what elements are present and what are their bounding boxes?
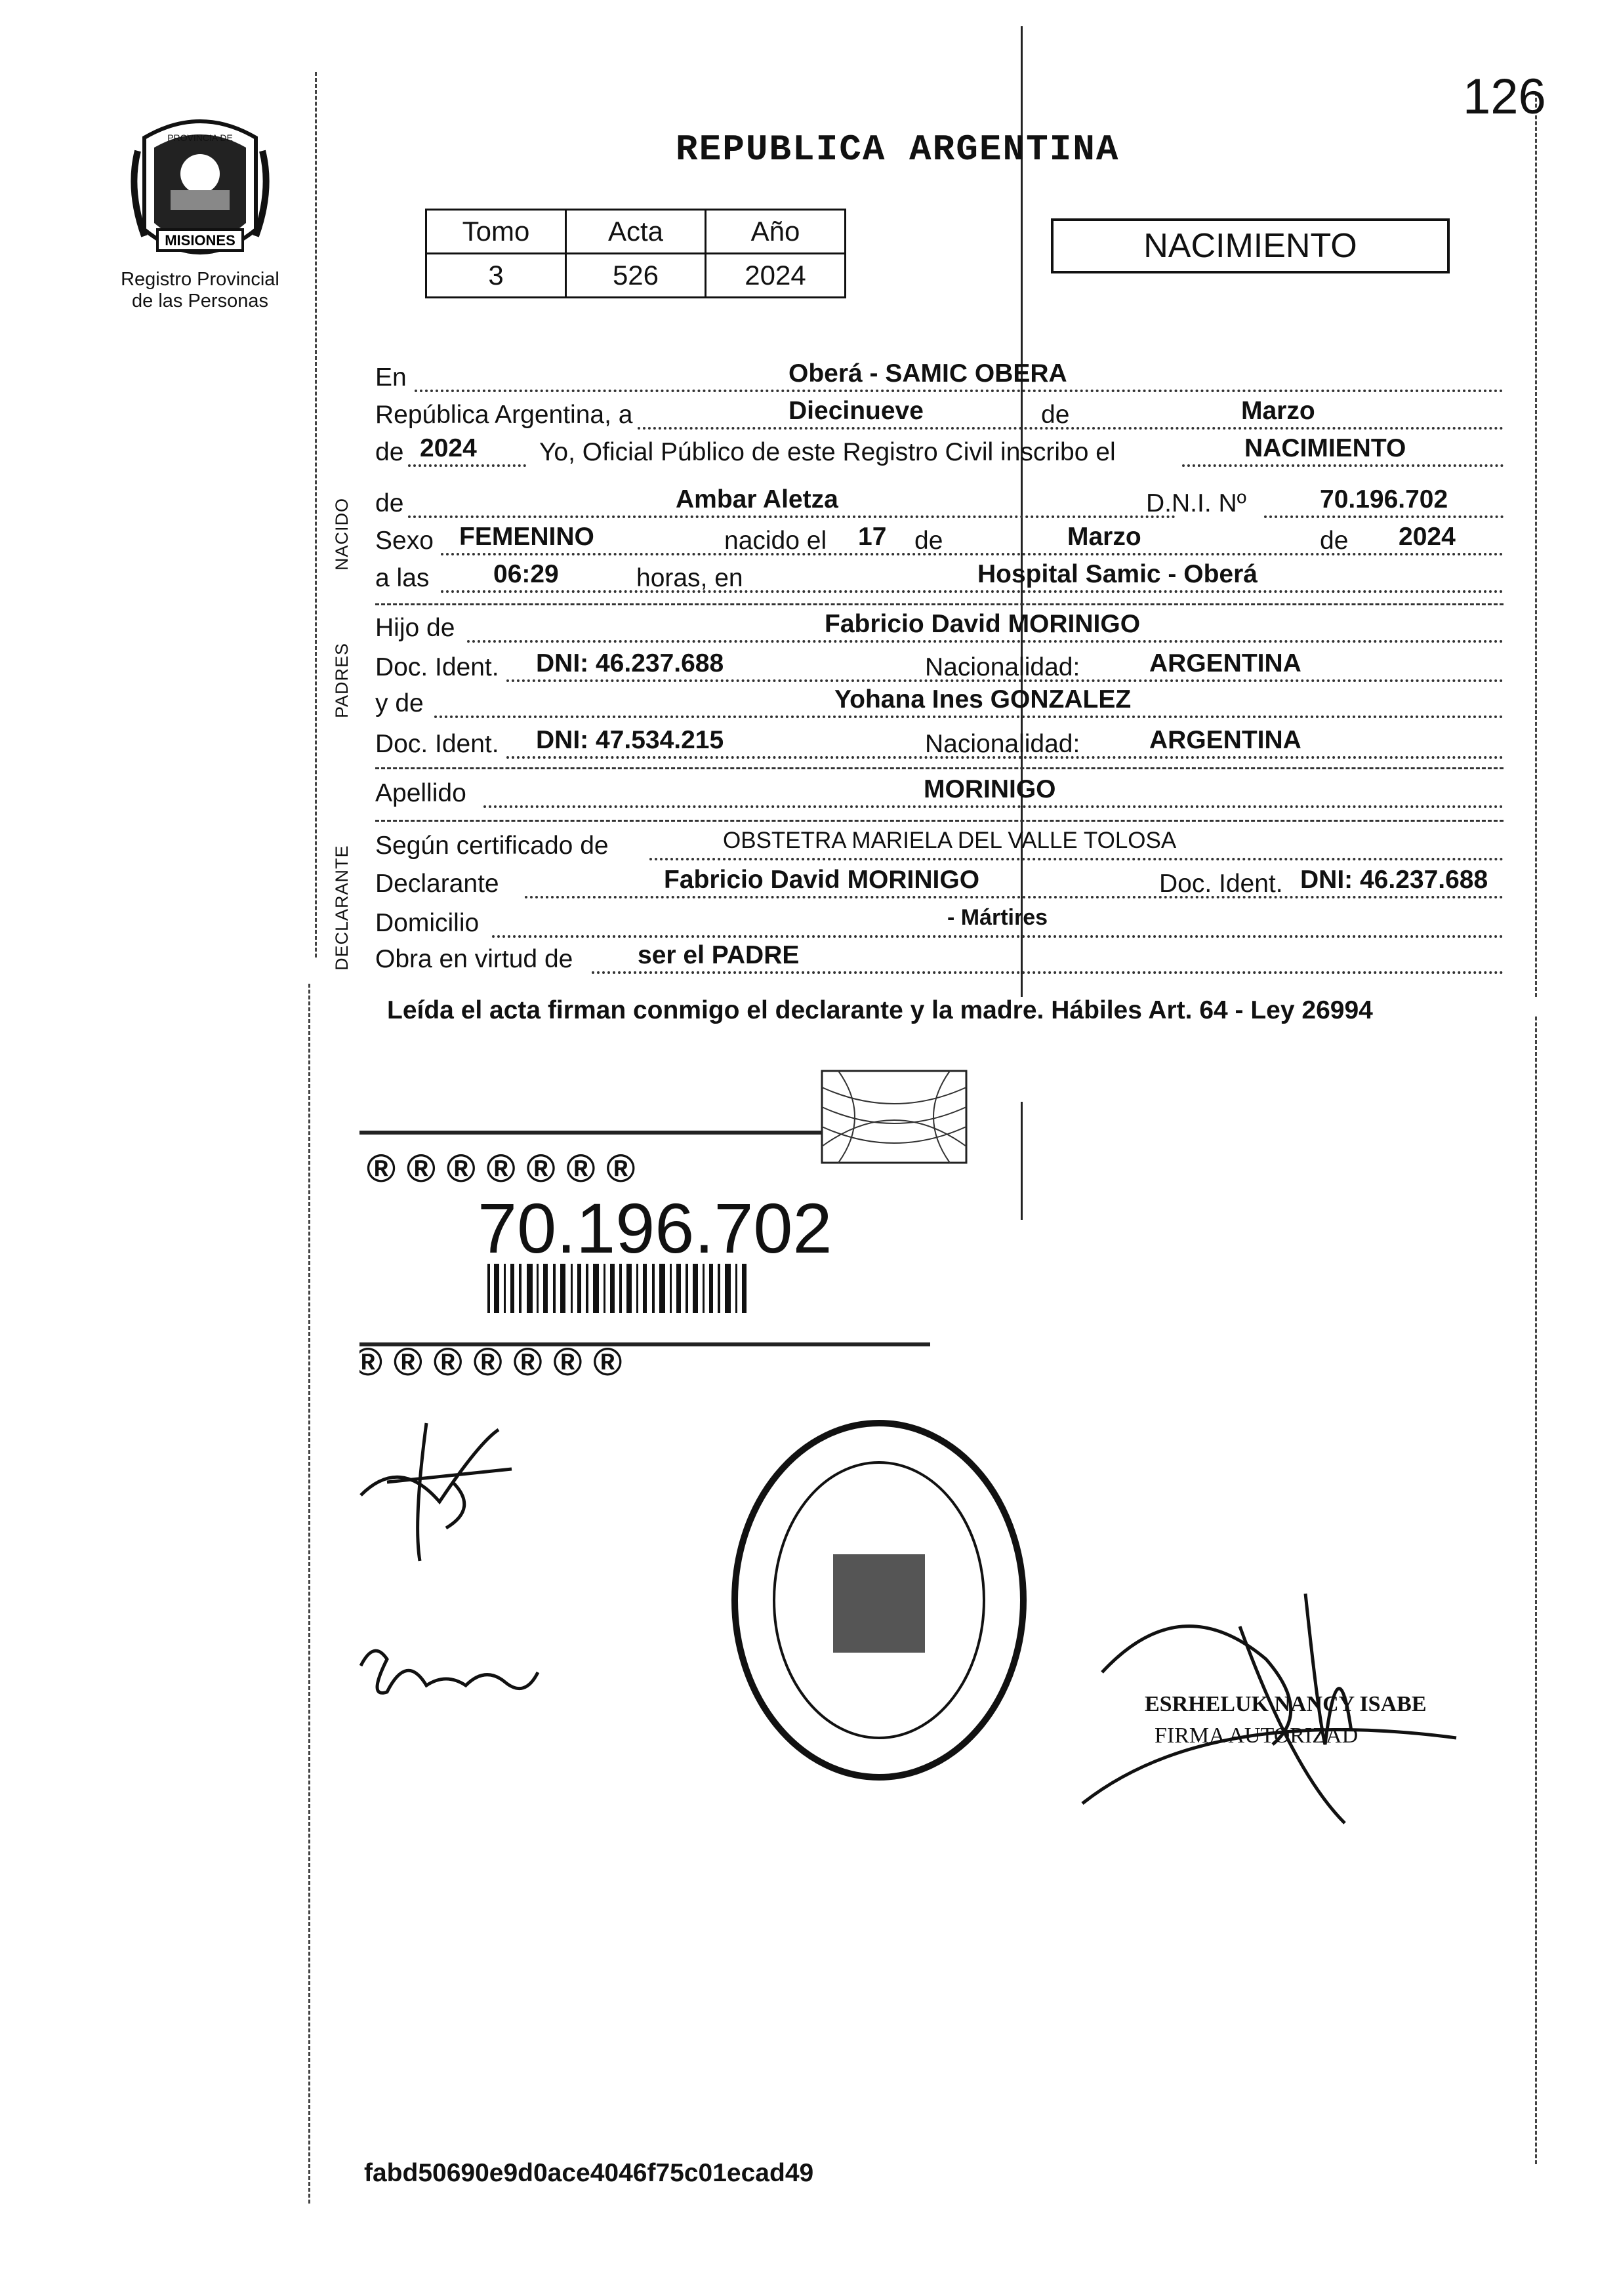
father-doc-label: Doc. Ident.: [375, 653, 499, 681]
republica-label: República Argentina, a: [375, 401, 633, 429]
cert-value: OBSTETRA MARIELA DEL VALLE TOLOSA: [723, 828, 1177, 853]
section-separator-2: [375, 767, 1504, 769]
row-en: [375, 359, 1504, 392]
name-label: de: [375, 489, 404, 517]
row-apellido: [375, 775, 1504, 808]
section-separator: [375, 603, 1504, 605]
row-madre-doc: [375, 726, 1504, 759]
row-domicilio: [375, 905, 1504, 938]
page-number: 126: [1463, 69, 1546, 125]
birth-de1: de: [914, 527, 943, 555]
sexo-value: FEMENINO: [459, 523, 594, 551]
record-table-header: [426, 210, 846, 254]
row-nombre: [375, 485, 1504, 518]
decl-doc-value: DNI: 46.237.688: [1300, 866, 1488, 894]
row-declarante: [375, 866, 1504, 898]
official-name: ESRHELUK NANCY ISABE: [1145, 1692, 1427, 1716]
side-label-declarante: DECLARANTE: [332, 845, 352, 971]
row-certificado: [375, 828, 1504, 860]
de-label: de: [1041, 401, 1070, 429]
document-title: REPUBLICA ARGENTINA: [676, 129, 1120, 171]
value-tomo: 3: [426, 254, 566, 298]
logo-text-bottom: MISIONES: [165, 232, 235, 249]
svg-text:® ® ® ® ® ® ®: ® ® ® ® ® ® ®: [359, 1340, 622, 1382]
father-doc: DNI: 46.237.688: [536, 649, 724, 677]
decl-doc-label: Doc. Ident.: [1159, 870, 1283, 898]
month-value: Marzo: [1241, 397, 1315, 425]
birth-year: 2024: [1399, 523, 1456, 551]
horas-label: horas, en: [636, 564, 743, 592]
father-nat-label: Nacionalidad:: [925, 653, 1080, 681]
birth-de2: de: [1320, 527, 1349, 555]
row-hora: [375, 560, 1504, 593]
registry-name: [98, 269, 302, 312]
header-acta: Acta: [566, 210, 706, 254]
mother-value: Yohana Ines GONZALEZ: [834, 685, 1132, 714]
mother-nat: ARGENTINA: [1149, 726, 1301, 754]
hologram-stamp: [819, 1068, 970, 1166]
row-padre-doc: [375, 649, 1504, 682]
official-seal: [722, 1410, 1036, 1790]
row-sexo: [375, 523, 1504, 555]
mother-nat-label: Nacionalidad:: [925, 730, 1080, 758]
registry-name-line1: Registro Provincial: [121, 269, 279, 290]
apellido-label: Apellido: [375, 779, 466, 807]
record-table-values: [426, 254, 846, 298]
dni-label: D.N.I. Nº: [1146, 489, 1246, 517]
place-value: Hospital Samic - Oberá: [977, 560, 1258, 588]
row-obra: [375, 941, 1504, 974]
row-madre: [375, 685, 1504, 718]
value-acta: 526: [566, 254, 706, 298]
apellido-value: MORINIGO: [924, 775, 1056, 803]
right-margin-line-lower: [1535, 1017, 1537, 2164]
document-hash: fabd50690e9d0ace4046f75c01ecad49: [364, 2159, 814, 2187]
obra-value: ser el PADRE: [638, 941, 800, 969]
row-padre: [375, 610, 1504, 643]
year-prefix: de: [375, 438, 404, 466]
domicilio-label: Domicilio: [375, 909, 480, 937]
mother-doc-label: Doc. Ident.: [375, 730, 499, 758]
declarante-value: Fabricio David MORINIGO: [664, 866, 980, 894]
svg-text:® ® ® ® ® ® ®: ® ® ® ® ® ® ®: [366, 1146, 635, 1190]
declarante-label: Declarante: [375, 870, 499, 898]
signature-initials: [348, 1626, 544, 1718]
left-margin-line-lower: [308, 984, 310, 2204]
act-value: NACIMIENTO: [1244, 434, 1406, 462]
year-value: 2024: [420, 434, 477, 462]
section-separator-3: [375, 820, 1504, 822]
day-value: Diecinueve: [788, 397, 924, 425]
domicilio-value: - Mártires: [947, 905, 1048, 930]
record-type-box: NACIMIENTO: [1051, 218, 1450, 273]
cert-label: Según certificado de: [375, 832, 609, 860]
provincial-shield-logo: [125, 111, 276, 269]
father-nat: ARGENTINA: [1149, 649, 1301, 677]
fold-line-lower: [1021, 1102, 1023, 1220]
birth-day: 17: [858, 523, 887, 551]
side-label-nacido: NACIDO: [332, 497, 352, 571]
obra-label: Obra en virtud de: [375, 945, 573, 973]
mother-doc: DNI: 47.534.215: [536, 726, 724, 754]
row-fecha: [375, 397, 1504, 430]
nacido-label: nacido el: [724, 527, 827, 555]
yde-label: y de: [375, 689, 424, 717]
registry-name-line2: de las Personas: [132, 291, 268, 312]
name-value: Ambar Aletza: [676, 485, 838, 514]
birth-month: Marzo: [1067, 523, 1141, 551]
en-label: En: [375, 363, 407, 392]
row-inscripcion: [375, 434, 1504, 467]
sexo-label: Sexo: [375, 527, 434, 555]
dni-value: 70.196.702: [1320, 485, 1448, 514]
dni-stamp: 70.196.702: [478, 1188, 832, 1268]
father-value: Fabricio David MORINIGO: [825, 610, 1141, 638]
signature-left: [348, 1403, 531, 1567]
time-value: 06:29: [493, 560, 559, 588]
en-value: Oberá - SAMIC OBERA: [788, 359, 1067, 388]
official-label: FIRMA AUTORIZAD: [1155, 1723, 1359, 1748]
side-label-padres: PADRES: [332, 642, 352, 718]
left-margin-line: [315, 72, 317, 957]
header-ano: Año: [706, 210, 846, 254]
record-table: [425, 209, 846, 298]
value-ano: 2024: [706, 254, 846, 298]
header-tomo: Tomo: [426, 210, 566, 254]
hijo-label: Hijo de: [375, 614, 455, 642]
closing-text: Leída el acta firman conmigo el declarante y la madre. Hábiles Art. 64 - Ley 26994: [387, 996, 1373, 1024]
logo-text-top: PROVINCIA DE: [167, 132, 233, 143]
right-margin-line: [1535, 92, 1537, 997]
oficial-text: Yo, Oficial Público de este Registro Civil inscribo el: [539, 438, 1116, 466]
alas-label: a las: [375, 564, 430, 592]
